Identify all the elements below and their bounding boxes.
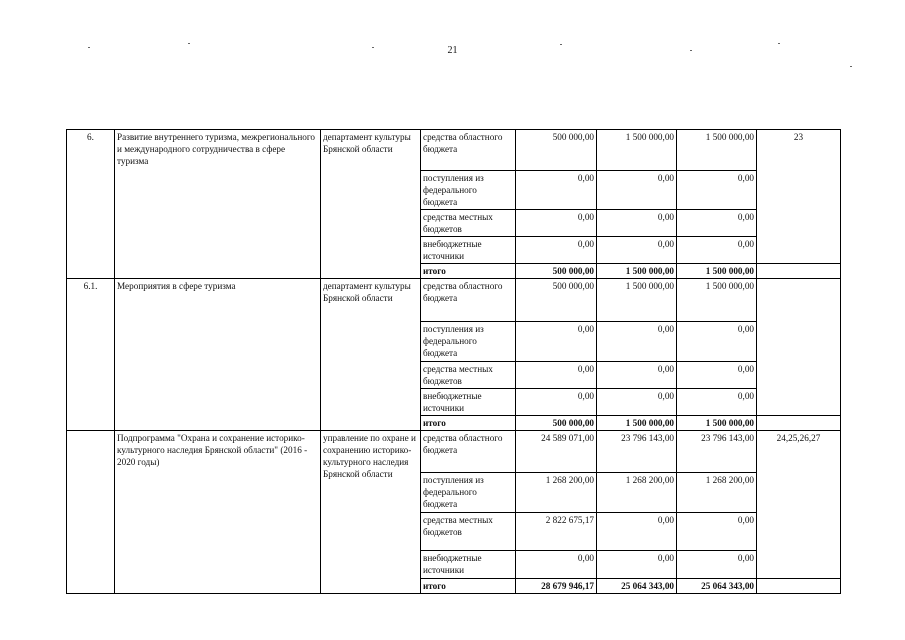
amount-year-2: 25 064 343,00 — [597, 579, 677, 594]
funding-source: средства местных бюджетов — [421, 210, 516, 237]
executor: управление по охране и сохранению историко-культурного наследия Брянской области — [321, 431, 421, 594]
amount-year-3: 23 796 143,00 — [677, 431, 757, 473]
amount-year-1: 0,00 — [516, 322, 597, 362]
amount-year-3: 1 268 200,00 — [677, 473, 757, 513]
amount-year-2: 0,00 — [597, 389, 677, 416]
row-number: 6. — [67, 130, 115, 279]
scan-speck — [560, 44, 562, 45]
amount-year-2: 0,00 — [597, 237, 677, 264]
funding-source: внебюджетные источники — [421, 551, 516, 579]
amount-year-3: 1 500 000,00 — [677, 279, 757, 322]
measure-name: Подпрограмма "Охрана и сохранение историко-культурного наследия Брянской области" (2016 - 2020 годы) — [115, 431, 321, 594]
funding-source: средства областного бюджета — [421, 279, 516, 322]
amount-year-1: 2 822 675,17 — [516, 513, 597, 551]
funding-source: итого — [421, 264, 516, 279]
funding-source: итого — [421, 579, 516, 594]
amount-year-3: 0,00 — [677, 210, 757, 237]
amount-year-2: 1 500 000,00 — [597, 130, 677, 171]
amount-year-1: 1 268 200,00 — [516, 473, 597, 513]
amount-year-2: 23 796 143,00 — [597, 431, 677, 473]
budget-table — [66, 129, 841, 594]
funding-source: поступления из федерального бюджета — [421, 322, 516, 362]
amount-year-2: 1 500 000,00 — [597, 264, 677, 279]
amount-year-3: 1 500 000,00 — [677, 130, 757, 171]
amount-year-1: 0,00 — [516, 210, 597, 237]
amount-year-1: 0,00 — [516, 551, 597, 579]
amount-year-2: 0,00 — [597, 513, 677, 551]
funding-row — [67, 279, 841, 322]
indicator-numbers — [757, 279, 841, 416]
amount-year-3: 1 500 000,00 — [677, 264, 757, 279]
amount-year-3: 25 064 343,00 — [677, 579, 757, 594]
amount-year-3: 0,00 — [677, 551, 757, 579]
executor: департамент культуры Брянской области — [321, 279, 421, 431]
empty-cell — [757, 264, 841, 279]
measure-name: Развитие внутреннего туризма, межрегионального и международного сотрудничества в сфере туризма — [115, 130, 321, 279]
amount-year-2: 0,00 — [597, 322, 677, 362]
amount-year-2: 1 500 000,00 — [597, 416, 677, 431]
amount-year-1: 24 589 071,00 — [516, 431, 597, 473]
funding-source: средства местных бюджетов — [421, 513, 516, 551]
amount-year-3: 0,00 — [677, 237, 757, 264]
funding-source: поступления из федерального бюджета — [421, 171, 516, 210]
amount-year-1: 500 000,00 — [516, 279, 597, 322]
amount-year-1: 0,00 — [516, 237, 597, 264]
funding-source: итого — [421, 416, 516, 431]
indicator-numbers: 24,25,26,27 — [757, 431, 841, 579]
amount-year-1: 500 000,00 — [516, 416, 597, 431]
empty-cell — [757, 416, 841, 431]
amount-year-1: 500 000,00 — [516, 130, 597, 171]
scan-speck — [88, 47, 90, 48]
row-number: 6.1. — [67, 279, 115, 431]
amount-year-1: 0,00 — [516, 171, 597, 210]
amount-year-2: 0,00 — [597, 210, 677, 237]
amount-year-2: 1 500 000,00 — [597, 279, 677, 322]
row-number — [67, 431, 115, 594]
scan-speck — [778, 43, 780, 44]
funding-source: внебюджетные источники — [421, 389, 516, 416]
amount-year-2: 0,00 — [597, 171, 677, 210]
amount-year-1: 0,00 — [516, 362, 597, 389]
amount-year-2: 0,00 — [597, 551, 677, 579]
amount-year-3: 1 500 000,00 — [677, 416, 757, 431]
amount-year-3: 0,00 — [677, 322, 757, 362]
amount-year-2: 1 268 200,00 — [597, 473, 677, 513]
amount-year-1: 500 000,00 — [516, 264, 597, 279]
page-number: 21 — [447, 45, 458, 56]
indicator-numbers: 23 — [757, 130, 841, 264]
funding-source: поступления из федерального бюджета — [421, 473, 516, 513]
amount-year-3: 0,00 — [677, 389, 757, 416]
amount-year-2: 0,00 — [597, 362, 677, 389]
scan-speck — [690, 50, 692, 51]
funding-row — [67, 130, 841, 171]
amount-year-1: 0,00 — [516, 389, 597, 416]
amount-year-3: 0,00 — [677, 362, 757, 389]
executor: департамент культуры Брянской области — [321, 130, 421, 279]
scan-speck — [850, 66, 852, 67]
scan-speck — [372, 47, 374, 48]
funding-source: внебюджетные источники — [421, 237, 516, 264]
measure-name: Мероприятия в сфере туризма — [115, 279, 321, 431]
funding-source: средства областного бюджета — [421, 130, 516, 171]
funding-source: средства местных бюджетов — [421, 362, 516, 389]
budget-table-body — [67, 130, 841, 594]
scan-speck — [188, 43, 190, 44]
amount-year-1: 28 679 946,17 — [516, 579, 597, 594]
amount-year-3: 0,00 — [677, 513, 757, 551]
empty-cell — [757, 579, 841, 594]
funding-row — [67, 431, 841, 473]
amount-year-3: 0,00 — [677, 171, 757, 210]
funding-source: средства областного бюджета — [421, 431, 516, 473]
